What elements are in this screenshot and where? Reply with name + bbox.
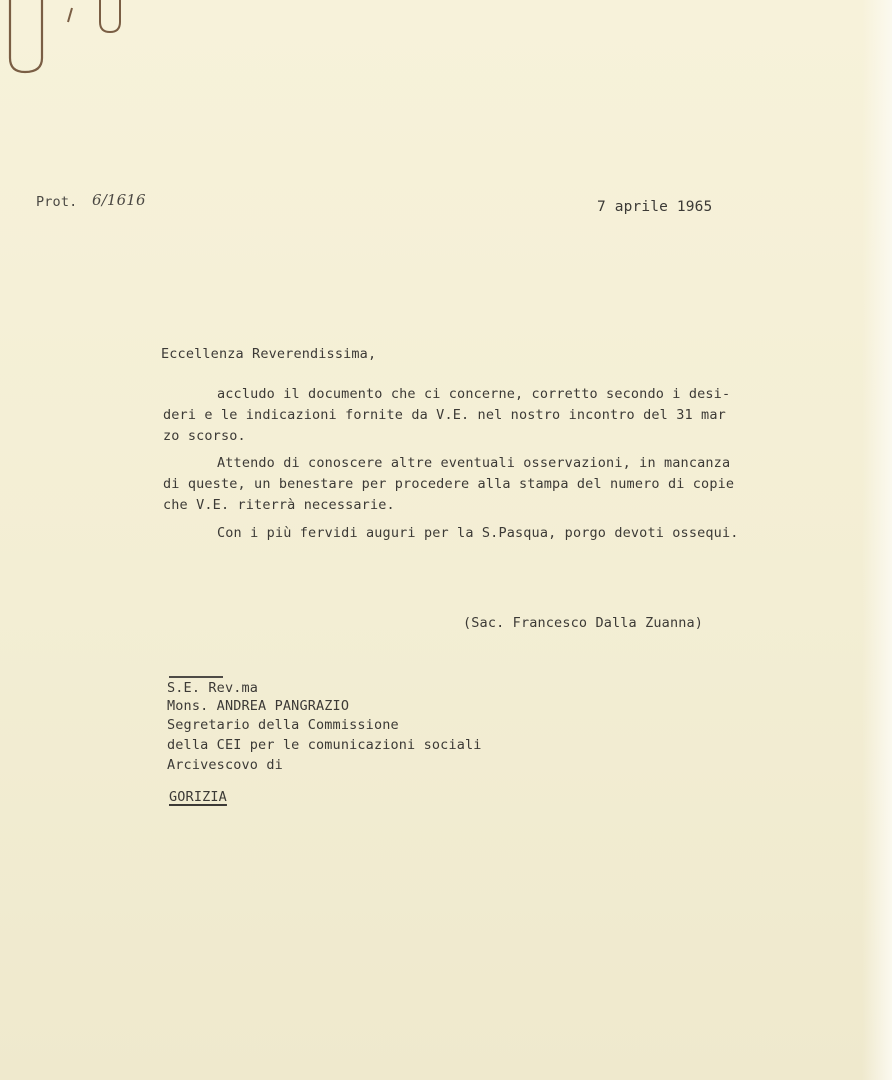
body-line: Attendo di conoscere altre eventuali osservazioni, in mancanza [217,455,731,471]
body-line: deri e le indicazioni fornite da V.E. nel nostro incontro del 31 mar [163,407,726,423]
salutation: Eccellenza Reverendissima, [161,346,377,362]
recipient-line: Segretario della Commissione [167,717,399,733]
letter-date: 7 aprile 1965 [597,199,713,215]
paper-clip-icon [0,0,130,80]
body-line: zo scorso. [163,428,246,444]
recipient-city: GORIZIA [169,789,227,805]
protocol-prefix: Prot. [36,194,78,210]
body-line: che V.E. riterrà necessarie. [163,497,395,513]
closing-line: Con i più fervidi auguri per la S.Pasqua, porgo devoti ossequi. [217,525,739,541]
recipient-line: S.E. Rev.ma [167,680,259,696]
recipient-rule [169,676,223,678]
recipient-line: Arcivescovo di [167,757,283,773]
protocol-number: 6/1616 [92,191,146,209]
recipient-line: Mons. ANDREA PANGRAZIO [167,698,350,714]
signature: (Sac. Francesco Dalla Zuanna) [463,615,704,631]
recipient-line: della CEI per le comunicazioni sociali [167,737,482,753]
body-line: accludo il documento che ci concerne, corretto secondo i desi- [217,386,731,402]
body-line: di queste, un benestare per procedere alla stampa del numero di copie [163,476,735,492]
paper-edge [862,0,892,1080]
